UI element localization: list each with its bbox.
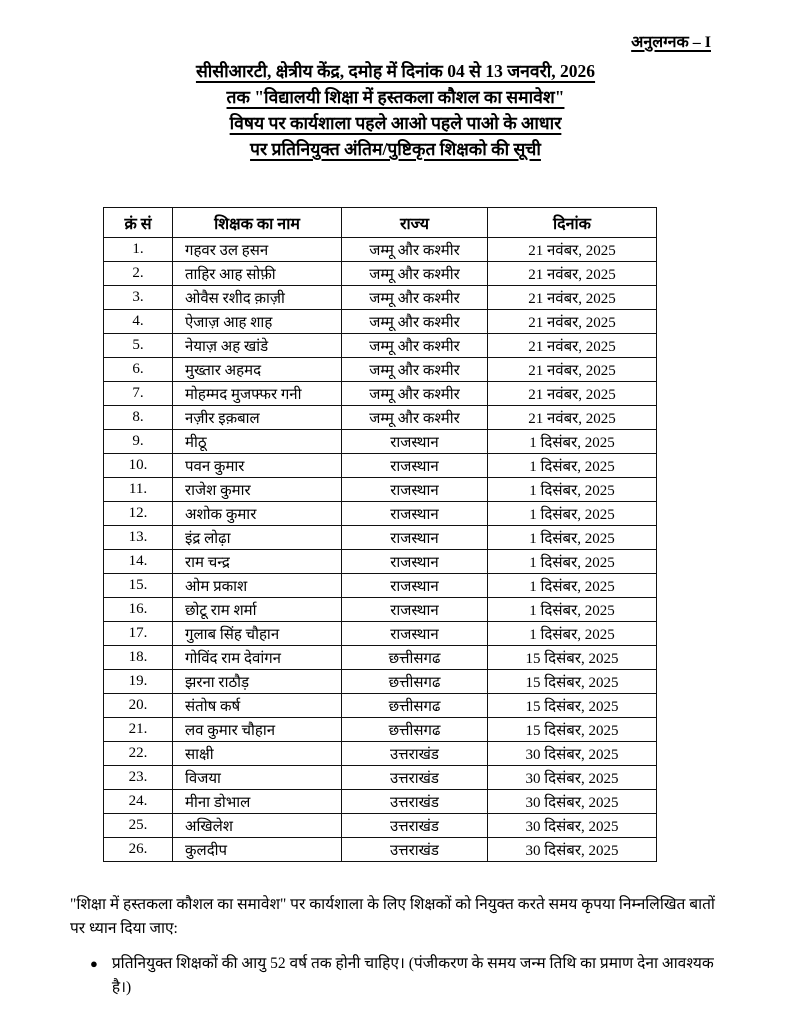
- row-teacher-name: ताहिर आह सोफ़ी: [173, 262, 342, 286]
- row-serial: 2.: [104, 262, 173, 286]
- table-row: [104, 670, 657, 694]
- row-date: 1 दिसंबर, 2025: [488, 454, 657, 478]
- row-serial: 13.: [104, 526, 173, 550]
- table-row: [104, 622, 657, 646]
- row-date: 15 दिसंबर, 2025: [488, 694, 657, 718]
- row-teacher-name: कुलदीप: [173, 838, 342, 862]
- row-date: 15 दिसंबर, 2025: [488, 718, 657, 742]
- row-date: 21 नवंबर, 2025: [488, 310, 657, 334]
- row-state: राजस्थान: [342, 622, 488, 646]
- row-state: जम्मू और कश्मीर: [342, 238, 488, 262]
- annexure-text: अनुलग्नक – I: [631, 34, 711, 51]
- row-state: राजस्थान: [342, 454, 488, 478]
- footer-bullet-item: [90, 952, 730, 1000]
- row-state: उत्तराखंड: [342, 814, 488, 838]
- table-row: [104, 310, 657, 334]
- row-teacher-name: अखिलेश: [173, 814, 342, 838]
- header-serial: क्रं सं: [104, 208, 173, 238]
- row-state: छत्तीसगढ: [342, 646, 488, 670]
- row-date: 30 दिसंबर, 2025: [488, 814, 657, 838]
- footer-note: "शिक्षा में हस्तकला कौशल का समावेश" पर कार्यशाला के लिए शिक्षकों को नियुक्त करते समय कृपया निम्नलिखित बातों पर ध्यान दिया जाए:: [70, 896, 715, 937]
- row-state: छत्तीसगढ: [342, 718, 488, 742]
- row-date: 1 दिसंबर, 2025: [488, 502, 657, 526]
- row-date: 1 दिसंबर, 2025: [488, 550, 657, 574]
- row-date: 21 नवंबर, 2025: [488, 286, 657, 310]
- table-row: [104, 742, 657, 766]
- row-date: 21 नवंबर, 2025: [488, 262, 657, 286]
- row-serial: 16.: [104, 598, 173, 622]
- row-date: 21 नवंबर, 2025: [488, 358, 657, 382]
- row-serial: 20.: [104, 694, 173, 718]
- header-date: दिनांक: [488, 208, 657, 238]
- table-row: [104, 454, 657, 478]
- row-date: 1 दिसंबर, 2025: [488, 478, 657, 502]
- annexure-label: [631, 30, 711, 52]
- row-serial: 10.: [104, 454, 173, 478]
- table-row: [104, 598, 657, 622]
- row-state: जम्मू और कश्मीर: [342, 382, 488, 406]
- row-serial: 25.: [104, 814, 173, 838]
- row-state: जम्मू और कश्मीर: [342, 262, 488, 286]
- row-state: जम्मू और कश्मीर: [342, 286, 488, 310]
- table-row: [104, 790, 657, 814]
- row-serial: 18.: [104, 646, 173, 670]
- title-line-2: तक "विद्यालयी शिक्षा में हस्तकला कौशल का समावेश": [226, 87, 565, 107]
- row-teacher-name: ऐजाज़ आह शाह: [173, 310, 342, 334]
- row-teacher-name: इंद्र लोढ़ा: [173, 526, 342, 550]
- table-row: [104, 334, 657, 358]
- footer-bullet-list: [90, 952, 730, 1000]
- row-date: 1 दिसंबर, 2025: [488, 430, 657, 454]
- row-teacher-name: राजेश कुमार: [173, 478, 342, 502]
- page-title: [0, 58, 791, 162]
- table-row: [104, 358, 657, 382]
- row-state: जम्मू और कश्मीर: [342, 406, 488, 430]
- row-teacher-name: मीना डोभाल: [173, 790, 342, 814]
- bullet-icon: ●: [90, 956, 98, 971]
- row-serial: 26.: [104, 838, 173, 862]
- row-state: उत्तराखंड: [342, 766, 488, 790]
- row-serial: 6.: [104, 358, 173, 382]
- teachers-table: [103, 207, 657, 862]
- row-date: 21 नवंबर, 2025: [488, 382, 657, 406]
- row-date: 21 नवंबर, 2025: [488, 406, 657, 430]
- table-row: [104, 286, 657, 310]
- table-row: [104, 718, 657, 742]
- row-serial: 19.: [104, 670, 173, 694]
- row-serial: 17.: [104, 622, 173, 646]
- row-serial: 23.: [104, 766, 173, 790]
- row-teacher-name: मीठू: [173, 430, 342, 454]
- row-serial: 24.: [104, 790, 173, 814]
- row-serial: 3.: [104, 286, 173, 310]
- table-row: [104, 766, 657, 790]
- table-row: [104, 574, 657, 598]
- table-row: [104, 646, 657, 670]
- row-serial: 12.: [104, 502, 173, 526]
- header-state: राज्य: [342, 208, 488, 238]
- row-serial: 7.: [104, 382, 173, 406]
- row-teacher-name: ओवैस रशीद क़ाज़ी: [173, 286, 342, 310]
- row-state: राजस्थान: [342, 502, 488, 526]
- row-date: 1 दिसंबर, 2025: [488, 574, 657, 598]
- row-serial: 5.: [104, 334, 173, 358]
- table-row: [104, 238, 657, 262]
- row-teacher-name: साक्षी: [173, 742, 342, 766]
- row-teacher-name: मुख्तार अहमद: [173, 358, 342, 382]
- row-teacher-name: पवन कुमार: [173, 454, 342, 478]
- row-teacher-name: मोहम्मद मुजफ्फर गनी: [173, 382, 342, 406]
- row-teacher-name: ओम प्रकाश: [173, 574, 342, 598]
- row-teacher-name: नज़ीर इक़बाल: [173, 406, 342, 430]
- row-serial: 11.: [104, 478, 173, 502]
- row-serial: 21.: [104, 718, 173, 742]
- row-serial: 9.: [104, 430, 173, 454]
- row-date: 30 दिसंबर, 2025: [488, 766, 657, 790]
- row-teacher-name: विजया: [173, 766, 342, 790]
- row-date: 1 दिसंबर, 2025: [488, 526, 657, 550]
- row-teacher-name: संतोष कर्ष: [173, 694, 342, 718]
- row-teacher-name: नेयाज़ अह खांडे: [173, 334, 342, 358]
- row-date: 21 नवंबर, 2025: [488, 238, 657, 262]
- row-serial: 1.: [104, 238, 173, 262]
- row-state: राजस्थान: [342, 550, 488, 574]
- row-teacher-name: छोटू राम शर्मा: [173, 598, 342, 622]
- table-row: [104, 814, 657, 838]
- row-state: राजस्थान: [342, 526, 488, 550]
- row-date: 1 दिसंबर, 2025: [488, 622, 657, 646]
- row-serial: 8.: [104, 406, 173, 430]
- row-state: राजस्थान: [342, 430, 488, 454]
- row-state: उत्तराखंड: [342, 742, 488, 766]
- table-row: [104, 838, 657, 862]
- row-state: राजस्थान: [342, 574, 488, 598]
- table-row: [104, 526, 657, 550]
- row-teacher-name: राम चन्द्र: [173, 550, 342, 574]
- row-teacher-name: गोविंद राम देवांगन: [173, 646, 342, 670]
- row-teacher-name: लव कुमार चौहान: [173, 718, 342, 742]
- row-date: 21 नवंबर, 2025: [488, 334, 657, 358]
- row-date: 30 दिसंबर, 2025: [488, 838, 657, 862]
- header-teacher-name: शिक्षक का नाम: [173, 208, 342, 238]
- row-state: उत्तराखंड: [342, 838, 488, 862]
- footer-bullet-text: प्रतिनियुक्त शिक्षकों की आयु 52 वर्ष तक होनी चाहिए। (पंजीकरण के समय जन्म तिथि का प्रमाण देना आवश्यक है।): [111, 955, 714, 996]
- row-serial: 15.: [104, 574, 173, 598]
- row-teacher-name: गहवर उल हसन: [173, 238, 342, 262]
- row-state: जम्मू और कश्मीर: [342, 358, 488, 382]
- row-date: 15 दिसंबर, 2025: [488, 646, 657, 670]
- row-teacher-name: झरना राठौड़: [173, 670, 342, 694]
- row-teacher-name: गुलाब सिंह चौहान: [173, 622, 342, 646]
- table-row: [104, 262, 657, 286]
- row-state: राजस्थान: [342, 478, 488, 502]
- row-date: 1 दिसंबर, 2025: [488, 598, 657, 622]
- row-date: 30 दिसंबर, 2025: [488, 742, 657, 766]
- table-row: [104, 502, 657, 526]
- row-state: राजस्थान: [342, 598, 488, 622]
- table-row: [104, 406, 657, 430]
- table-header-row: [104, 208, 657, 238]
- row-teacher-name: अशोक कुमार: [173, 502, 342, 526]
- table-body: [104, 238, 657, 862]
- row-date: 15 दिसंबर, 2025: [488, 670, 657, 694]
- row-state: उत्तराखंड: [342, 790, 488, 814]
- table-row: [104, 430, 657, 454]
- row-state: जम्मू और कश्मीर: [342, 334, 488, 358]
- table-row: [104, 694, 657, 718]
- row-state: जम्मू और कश्मीर: [342, 310, 488, 334]
- row-state: छत्तीसगढ: [342, 694, 488, 718]
- row-serial: 14.: [104, 550, 173, 574]
- row-date: 30 दिसंबर, 2025: [488, 790, 657, 814]
- row-serial: 4.: [104, 310, 173, 334]
- table-row: [104, 478, 657, 502]
- table-row: [104, 550, 657, 574]
- table-row: [104, 382, 657, 406]
- row-serial: 22.: [104, 742, 173, 766]
- row-state: छत्तीसगढ: [342, 670, 488, 694]
- title-line-3: विषय पर कार्यशाला पहले आओ पहले पाओ के आधार: [229, 113, 562, 133]
- title-line-4: पर प्रतिनियुक्त अंतिम/पुष्टिकृत शिक्षको की सूची: [250, 139, 541, 159]
- title-line-1: सीसीआरटी, क्षेत्रीय केंद्र, दमोह में दिनांक 04 से 13 जनवरी, 2026: [195, 61, 596, 81]
